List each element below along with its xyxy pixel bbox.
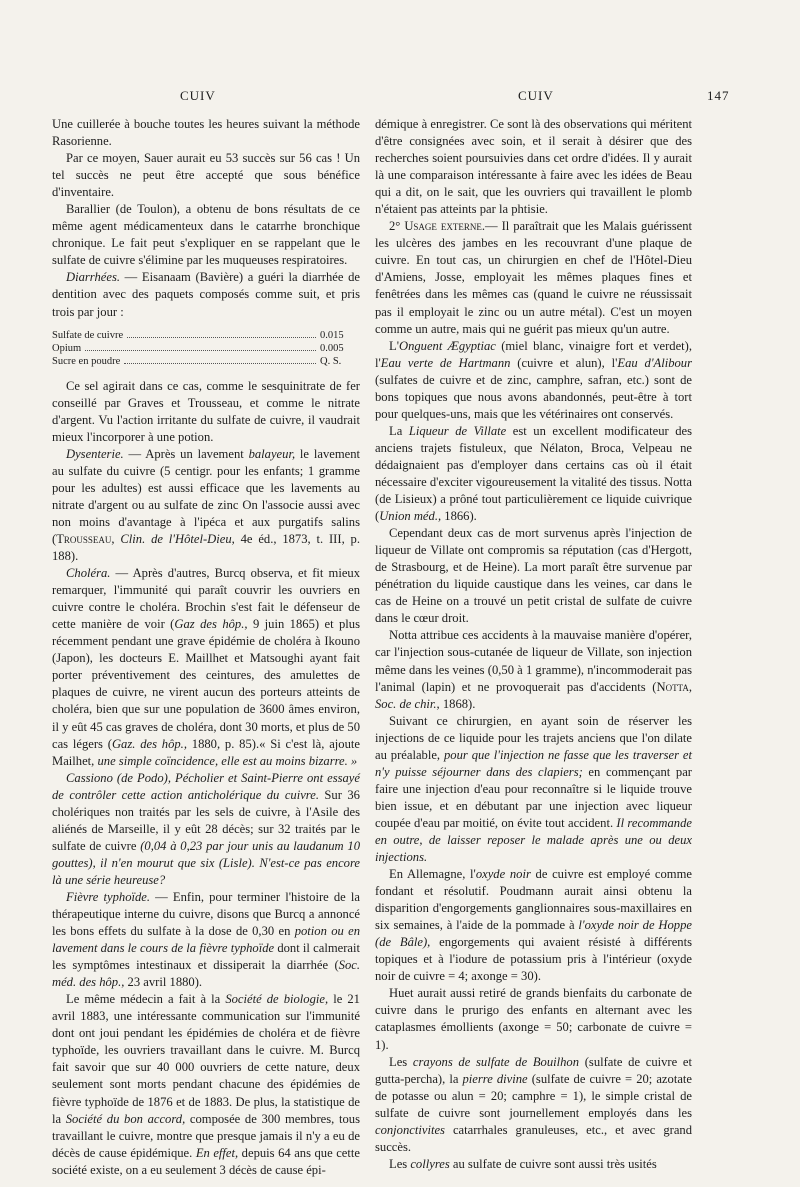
paragraph: Dysenterie. — Après un lavement balayeur, le lavement au sulfate du cuivre (5 centigr. pour les enfants; 1 gramme pour les adultes) est aussi efficace que les lavements au nitrate d'argent ou au sulfate de zinc On l'associe aussi avec non moins d'avantage à l'ipéca et aux purgatifs salins (Trousseau, Clin. de l'Hôtel-Dieu, 4e éd., 1873, t. III, p. 188). [52,446,361,564]
paragraph: La Liqueur de Villate est un excellent modificateur des anciens trajets fistuleux, que Nélaton, Broca, Velpeau ne dédaignaient pas d'employer dans certains cas où il était nécessaire d'exciter vigoureusement la vitalité des tissus. Notta (de Lisieux) a prôné tout particulièrement ce liquide cuivrique (Union méd., 1866). [375,423,693,524]
paragraph: Fièvre typhoïde. — Enfin, pour terminer l'histoire de la thérapeutique interne du cuivre, disons que Burcq a annoncé les bons effets du sulfate à la dose de 0,30 en potion ou en lavement dans le cours de la fièvre typhoïde dont il calmerait les symptômes intestinaux et dissiperait la diarrhée (Soc. méd. des hôp., 23 avril 1880). [52,889,360,990]
paragraph: Une cuillerée à bouche toutes les heures suivant la méthode Rasorienne. [52,117,360,149]
left-running-title: CUIV [180,88,216,103]
page-number: 147 [707,88,730,103]
recipe-row: Sucre en poudre Q. S. [52,355,342,367]
paragraph: 2° Usage externe.— Il paraîtrait que les Malais guérissent les ulcères des jambes en les recouvrant d'une plaque de cuivre. En tout cas, un chirurgien en chef de l'Hôtel-Dieu d'Amiens, Josse, employait les mêmes plaques fines et fenêtrées dans les mêmes cas (quand le cuivre ne réussissait pas il employait le zinc ou un autre métal). C'est un moyen comme un autre, mais qui ne guérit pas mieux qu'un autre. [375,219,693,336]
paragraph: Le même médecin a fait à la Société de biologie, le 21 avril 1883, une intéressante communication sur l'immunité dont ont joui pendant les épidémies de choléra et de fièvre typhoïde, les ouvriers travaillant dans le cuivre. M. Burcq fait savoir que sur 40 000 ouvriers de cette nature, deux seulement sont morts pendant chacune des épidémies de fièvre typhoïde de 1876 et de 1883. De plus, la statistique de la Société du bon accord, composée de 300 membres, tous travaillant le cuivre, montre que presque jamais il n'y a eu de décès de cause épidémique. En effet, depuis 64 ans que cette société existe, on a eu seulement 3 décès de cause épi- [52,992,360,1177]
paragraph: Les crayons de sulfate de Bouilhon (sulfate de cuivre et gutta-percha), la pierre divine (sulfate de cuivre = 20; azotate de potasse ou alun = 20; camphre = 1), le simple cristal de sulfate de cuivre sont journellement employés dans les conjonctivites catarrhales granuleuses, etc., et avec grand succès. [375,1054,693,1154]
paragraph: Suivant ce chirurgien, en ayant soin de réserver les injections de ce liquide pour les trajets anciens que l'on dilate au préalable, pour que l'injection ne fasse que les traverser et n'y puisse séjourner dans des clapiers; en commençant par faire une injection d'eau pour reconnaître si le liquide trouve bien issue, et en débutant par une injection avec liqueur coupée d'eau par moitié, on évite tout accident. Il recommande en outre, de laisser reposer le malade après une ou deux injections. [375,713,692,865]
paragraph: Les collyres au sulfate de cuivre sont aussi très usités [389,1156,657,1171]
paragraph: Cassiono (de Podo), Pécholier et Saint-Pierre ont essayé de contrôler cette action anticholérique du cuivre. Sur 36 cholériques non traités par les sels de cuivre, à l'Asile des aliénés de Marseille, il y eût 28 décès; sur 32 traités par le sulfate de cuivre (0,04 à 0,23 par jour unis au laudanum 10 gouttes), il n'en mourut que six (Lisle). N'est-ce pas encore là une série heureuse? [52,770,360,887]
recipe-list [52,329,360,368]
left-column [52,116,360,1179]
paragraph: démique à enregistrer. Ce sont là des observations qui méritent d'être consignées avec soin, et il serait à désirer que des recherches soient poursuivies dans cet ordre d'idées. Il y aurait là une comparaison intéressante à faire avec les idées de Beau qui a dit, on le sait, que les ouvriers qui travaillent le plomb n'étaient pas atteints par la phtisie. [375,117,692,217]
paragraph: L'Onguent Ægyptiac (miel blanc, vinaigre fort et verdet), l'Eau verte de Hartmann (cuivre et alun), l'Eau d'Alibour (sulfates de cuivre et de zinc, camphre, safran, etc.) sont de bons topiques que nous avons abandonnés, peut-être à tort pour quelques-uns, mais que les vétérinaires ont conservés. [375,338,692,421]
paragraph: Barallier (de Toulon), a obtenu de bons résultats de ce même agent médicamenteux dans le catarrhe bronchique chronique. Le fait peut s'expliquer en se rappelant que le sulfate de cuivre s'élimine par les muqueuses respiratoires. [52,202,360,268]
paragraph: Huet aurait aussi retiré de grands bienfaits du carbonate de cuivre dans le prurigo des enfants en alternant avec les cataplasmes émollients (axonge = 50; carbonate de cuivre = 1). [375,986,692,1052]
paragraph: Ce sel agirait dans ce cas, comme le sesquinitrate de fer conseillé par Graves et Trousseau, et comme le nitrate d'argent. Vu l'action irritante du sulfate de cuivre, il vaudrait mieux l'incorporer à une potion. [52,378,360,444]
recipe-row: Sulfate de cuivre 0.015 [52,329,344,341]
section-heading-usage-externe: Usage externe. [404,219,486,234]
paragraph: En Allemagne, l'oxyde noir de cuivre est employé comme fondant et résolutif. Poudmann aurait ainsi obtenu la disparition d'engorgements ganglionnaires sous-maxillaires en six semaines, à l'aide de la pommade à l'oxyde noir de Hoppe (de Bâle), engorgements qui avaient résisté à différents topiques et à l'iodure de potassium pris à l'intérieur (oxyde noir de cuivre = 4; axonge = 30). [375,867,692,984]
paragraph: Par ce moyen, Sauer aurait eu 53 succès sur 56 cas ! Un tel succès ne peut être accepté que sous bénéfice d'inventaire. [52,151,360,200]
paragraph: Choléra. — Après d'autres, Burcq observa, et fit mieux remarquer, l'immunité qui paraît couvrir les ouvriers en cuivre contre le choléra. Brochin s'est fait le défenseur de cette manière de voir (Gaz des hôp., 9 juin 1865) et plus récemment pendant une grave épidémie de choléra à Ikouno (Japon), les docteurs E. Maillhet et Matsoughi ayant fait porter préventivement des ceintures, des amulettes de plaques de cuivre, ne virent aucun des porteurs atteints de choléra, bien que sur une population de 3600 âmes environ, il y eût 45 cas graves de choléra, dont 30 morts, et plus de 50 cas légers (Gaz. des hôp., 1880, p. 85).« Si c'est là, ajoute Mailhet, une simple coïncidence, elle est au moins bizarre. » [52,566,360,768]
paragraph: Notta attribue ces accidents à la mauvaise manière d'opérer, car l'injection sous-cutanée de liqueur de Villate, son injection même dans les veines (0,50 à 1 gramme), n'incommoderait pas l'animal (lapin) et ne provoquerait pas d'accidents (Notta, Soc. de chir., 1868). [375,628,692,711]
recipe-row: Opium 0.005 [52,342,344,354]
running-header [0,88,800,108]
section-heading-cholera: Choléra. [66,566,111,581]
right-running-title: CUIV [518,88,554,103]
section-heading-fievre-typhoide: Fièvre typhoïde. [66,889,151,904]
paragraph: Diarrhées. — Eisanaam (Bavière) a guéri la diarrhée de dentition avec des paquets composés comme suit, et pris trois par jour : [52,270,360,319]
section-heading-dysenterie: Dysenterie. [66,446,124,461]
section-heading-diarrhees: Diarrhées. [66,270,120,285]
paragraph: Cependant deux cas de mort survenus après l'injection de liqueur de Villate ont compromis sa réputation (cas d'Hergott, de Strasbourg, et de Heine). La mort paraît être survenue par pénétration du liquide caustique dans les veines, car dans le cas de Heine on a trouvé un petit cristal de sulfate de cuivre dans le cœur droit. [375,526,692,626]
right-column [375,116,692,1173]
